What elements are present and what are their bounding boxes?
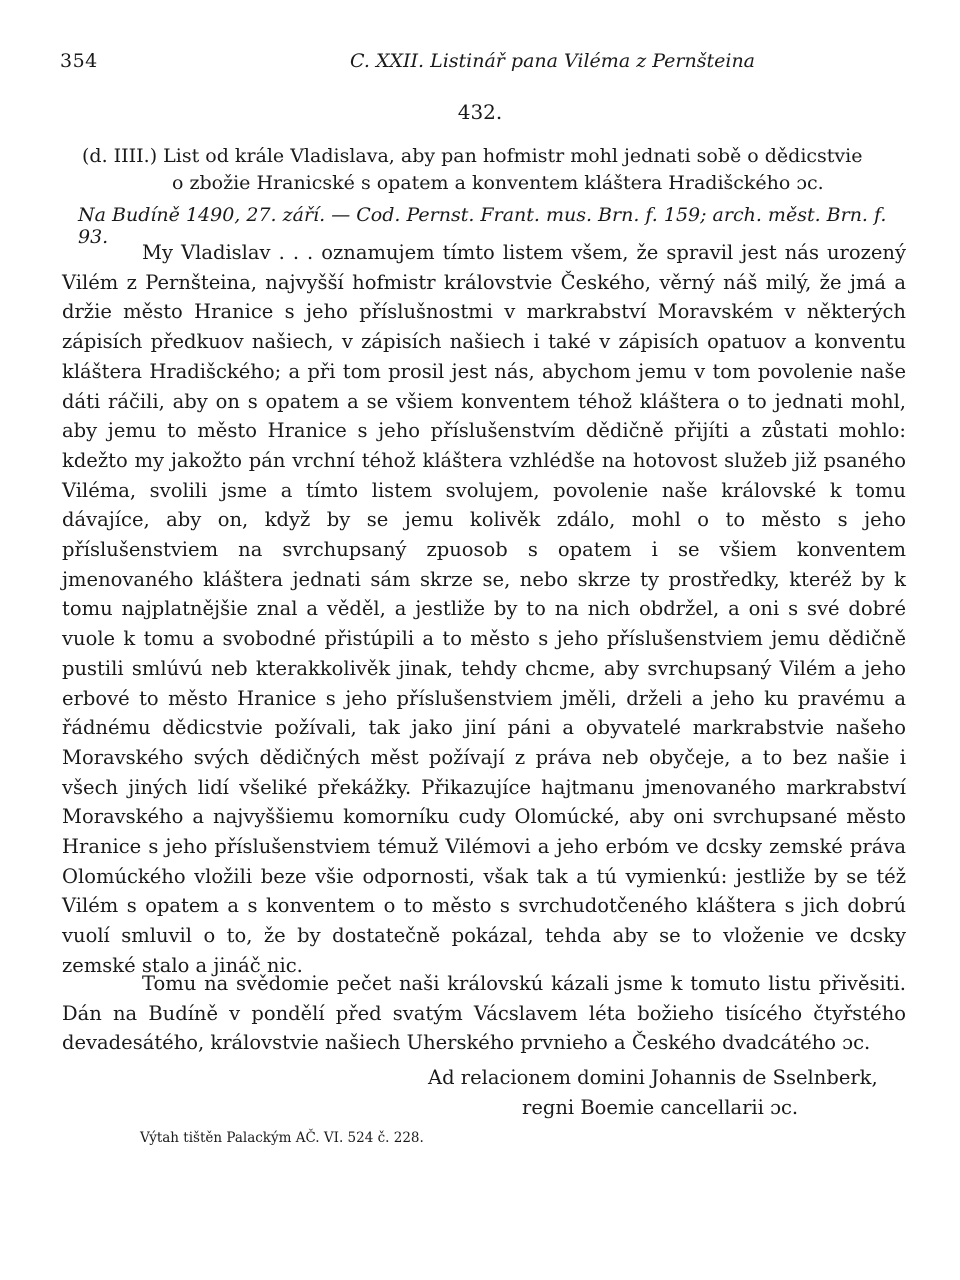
footnote: Výtah tištěn Palackým AČ. VI. 524 č. 228.	[140, 1130, 424, 1146]
source-citation: Na Budíně 1490, 27. září. — Cod. Pernst. Frant. mus. Brn. f. 159; arch. měst. Brn. f. 93.	[78, 204, 887, 248]
page-header	[60, 50, 900, 78]
running-title: C. XXII. Listinář pana Viléma z Pernšteina	[350, 50, 756, 72]
relation-line-1: Ad relacionem domini Johannis de Sselnberk,	[428, 1066, 878, 1089]
heading-line-2: o zbožie Hranicské s opatem a konventem kláštera Hradišckého ɔc.	[172, 172, 824, 194]
closing-paragraph: Tomu na svědomie pečet naši královskú kázali jsme k tomuto listu přivěsiti. Dán na Budíně v pondělí před svatým Vácslavem léta božieho tisícého čtyřstého devadesátého, královstvie našiech Uherského prvnieho a Českého dvadcátého ɔc.	[62, 972, 906, 1055]
page-number: 354	[60, 50, 98, 72]
closing-paragraph-block	[62, 969, 906, 1058]
document-heading	[60, 143, 900, 197]
body-paragraph: My Vladislav . . . oznamujem tímto listem všem, že spravil jest nás urozený Vilém z Pernšteina, najvyšší hofmistr královstvie Českého, věrný náš milý, že jmá a držie město Hranice s jeho příslušnostmi v markrabství Moravském v některých zápisích předkuov našiech, v zápisích našiech i také v zápisích opatuov a konventu kláštera Hradišckého; a při tom prosil jest nás, abychom jemu v tom povolenie naše dáti ráčili, aby on s opatem a se všiem konventem téhož kláštera o to jednati mohl, aby jemu to město Hranice s jeho příslušenstvím dědičně přijíti a zůstati mohlo: kdežto my jakožto pán vrchní téhož kláštera vzhlédše na hotovost služeb již psaného Viléma, svolili jsme a tímto listem svolujem, povolenie naše královské k tomu dávajíce, aby on, když by se jemu kolivěk zdálo, mohl o to město s jeho příslušenstviem na svrchupsaný zpuosob s opatem i se všiem konventem jmenovaného kláštera jednati sám skrze se, nebo skrze ty prostředky, kteréž by k tomu najplatnějšie znal a věděl, a jestliže by to na nich obdržel, a oni s své dobré vuole k tomu a svobodné přistúpili a to město s jeho příslušenstviem jemu dědičně pustili smlúvú neb kterakkolivěk jinak, tehdy chcme, aby svrchupsaný Vilém a jeho erbové to město Hranice s jeho příslušenstviem jměli, drželi a jeho ku pravému a řádnému dědicstvie požívali, tak jako jiní páni a obyvatelé markrabstvie našeho Moravského svých dědičných měst požívají z práva neb obyčeje, a to bez našie i všech jiných lidí všeliké překážky. Přikazujíce hajtmanu jmenovaného markrabství Moravského a najvyššiemu komorníku cudy Olomúcké, aby oni svrchupsané město Hranice s jeho příslušenstviem témuž Vilémovi a jeho erbóm ve dcsky zemské práva Olomúckého vložili beze všie odpornosti, však tak a tú vymienkú: jestliže by se též Vilém s opatem a s konventem o to město s svrchudotčeného kláštera s jich dobrú vuolí smluvil o to, že by dostatečně pokázal, tehda aby se to vloženie ve dcsky zemské stalo a jináč nic.	[62, 241, 906, 977]
heading-line-1: (d. IIII.) List od krále Vladislava, aby pan hofmistr mohl jednati sobě o dědicstvie	[82, 145, 863, 167]
relation-note	[428, 1063, 908, 1122]
relation-line-2: regni Boemie cancellarii ɔc.	[522, 1095, 799, 1119]
document-body	[62, 238, 906, 981]
document-number: 432.	[457, 100, 503, 124]
